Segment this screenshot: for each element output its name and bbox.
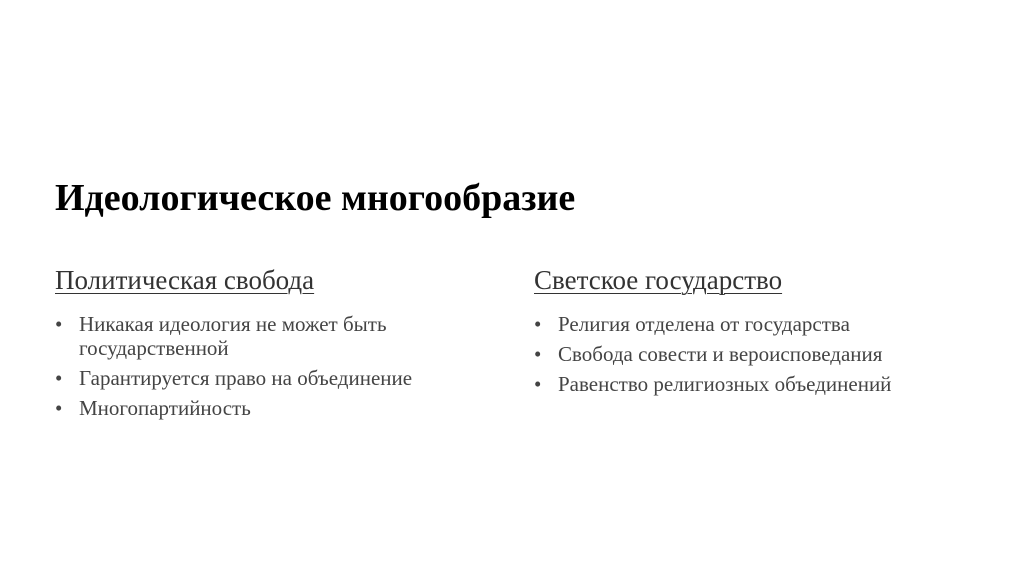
list-item-text: Свобода совести и вероисповедания bbox=[558, 342, 883, 366]
right-column bbox=[534, 263, 974, 402]
right-column-heading: Светское государство bbox=[534, 265, 783, 295]
list-item bbox=[534, 342, 974, 366]
bullet-icon: • bbox=[534, 372, 542, 396]
list-item-text: Равенство религиозных объединений bbox=[558, 372, 892, 396]
list-item-text: Никакая идеология не может быть государственной bbox=[79, 312, 387, 360]
list-item bbox=[534, 312, 974, 336]
left-column bbox=[55, 263, 495, 426]
bullet-icon: • bbox=[55, 396, 63, 420]
left-column-heading: Политическая свобода bbox=[55, 265, 315, 295]
list-item bbox=[55, 396, 495, 420]
bullet-icon: • bbox=[55, 366, 63, 390]
list-item bbox=[55, 366, 495, 390]
list-item-text: Многопартийность bbox=[79, 396, 251, 420]
list-item-text: Религия отделена от государства bbox=[558, 312, 850, 336]
bullet-icon: • bbox=[534, 312, 542, 336]
bullet-icon: • bbox=[534, 342, 542, 366]
left-bullet-list bbox=[55, 312, 495, 420]
list-item-text: Гарантируется право на объединение bbox=[79, 366, 413, 390]
list-item bbox=[55, 312, 495, 360]
bullet-icon: • bbox=[55, 312, 63, 336]
right-bullet-list bbox=[534, 312, 974, 396]
list-item bbox=[534, 372, 974, 396]
slide-title: Идеологическое многообразие bbox=[55, 177, 576, 219]
